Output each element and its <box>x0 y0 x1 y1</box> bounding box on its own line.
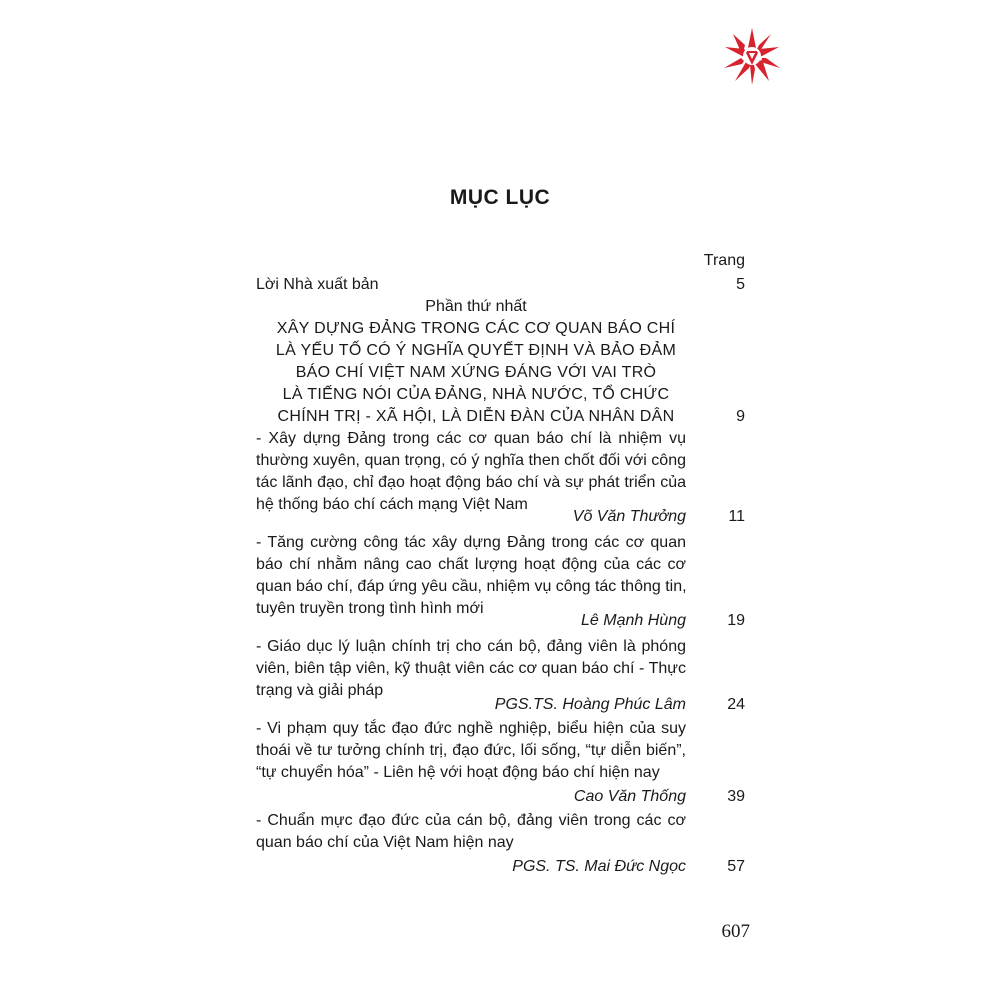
toc-entry-foreword[interactable] <box>256 274 745 296</box>
toc-entry-author: Lê Mạnh Hùng <box>581 612 686 629</box>
part-heading: Phần thứ nhất <box>425 298 527 315</box>
toc-entry-line: “tự chuyển hóa” - Liên hệ với hoạt động báo chí hiện nay <box>256 764 660 781</box>
toc-entry-line: - Giáo dục lý luận chính trị cho cán bộ, đảng viên là phóng <box>256 638 686 655</box>
toc-page-number: 57 <box>727 858 745 875</box>
toc-entry-author: Cao Văn Thống <box>573 788 686 805</box>
toc-entry-line: thoái về tư tưởng chính trị, đạo đức, lối sống, “tự diễn biến”, <box>256 742 686 759</box>
page-folio-number: 607 <box>721 921 750 942</box>
red-star-logo-icon <box>722 26 782 86</box>
page-title: MỤC LỤC <box>449 186 551 209</box>
toc-entry-title[interactable] <box>256 636 686 702</box>
part-title-line: BÁO CHÍ VIỆT NAM XỨNG ĐÁNG VỚI VAI TRÒ <box>295 364 657 381</box>
toc-entry-author: PGS.TS. Hoàng Phúc Lâm <box>494 696 686 713</box>
toc-page-number: 19 <box>727 612 745 629</box>
toc-page-number: 9 <box>736 408 745 425</box>
toc-page-number: 24 <box>727 696 745 713</box>
toc-entry-line: tác lãnh đạo, chỉ đạo hoạt động báo chí và sự phát triển của <box>256 474 686 491</box>
toc-entry-title[interactable] <box>256 532 686 620</box>
toc-entry-line: - Tăng cường công tác xây dựng Đảng trong các cơ quan <box>256 534 686 551</box>
toc-entry-line: thường xuyên, quan trọng, có ý nghĩa then chốt đối với công <box>256 452 686 469</box>
toc-entry-author: Võ Văn Thưởng <box>572 508 686 525</box>
toc-entry-line: trạng và giải pháp <box>256 682 384 699</box>
toc-entry-line: quan báo chí của Việt Nam hiện nay <box>256 834 514 851</box>
toc-page-number: 11 <box>728 508 745 525</box>
toc-entry-line: viên, biên tập viên, kỹ thuật viên các cơ quan báo chí - Thực <box>256 660 686 677</box>
toc-entry-title[interactable] <box>256 718 686 784</box>
toc-entry-title[interactable] <box>256 810 686 854</box>
toc-entry-label: Lời Nhà xuất bản <box>256 276 379 293</box>
toc-page-number: 5 <box>736 276 745 293</box>
toc-entry-line: báo chí nhằm nâng cao chất lượng hoạt động của các cơ <box>256 556 686 573</box>
toc-entry-line: - Chuẩn mực đạo đức của cán bộ, đảng viên trong các cơ <box>256 812 686 829</box>
part-title-line: XÂY DỰNG ĐẢNG TRONG CÁC CƠ QUAN BÁO CHÍ <box>276 320 676 337</box>
part-title-line: CHÍNH TRỊ - XÃ HỘI, LÀ DIỄN ĐÀN CỦA NHÂN DÂN <box>277 408 675 425</box>
toc-entry-line: quan báo chí, đáp ứng yêu cầu, nhiệm vụ công tác thông tin, <box>256 578 687 595</box>
toc-entry-line: hệ thống báo chí cách mạng Việt Nam <box>256 496 528 513</box>
part-title-line: LÀ YẾU TỐ CÓ Ý NGHĨA QUYẾT ĐỊNH VÀ BẢO ĐẢM <box>275 342 677 359</box>
toc-entry-line: tuyên truyền trong tình hình mới <box>256 600 484 617</box>
page-column-header: Trang <box>703 252 745 269</box>
toc-entry-line: - Vi phạm quy tắc đạo đức nghề nghiệp, biểu hiện của suy <box>256 720 686 737</box>
toc-entry-title[interactable] <box>256 428 686 516</box>
toc-page-number: 39 <box>727 788 745 805</box>
part-title-line: LÀ TIẾNG NÓI CỦA ĐẢNG, NHÀ NƯỚC, TỔ CHỨC <box>282 386 670 403</box>
toc-entry-author: PGS. TS. Mai Đức Ngọc <box>512 858 686 875</box>
toc-entry-line: - Xây dựng Đảng trong các cơ quan báo chí là nhiệm vụ <box>256 430 686 447</box>
